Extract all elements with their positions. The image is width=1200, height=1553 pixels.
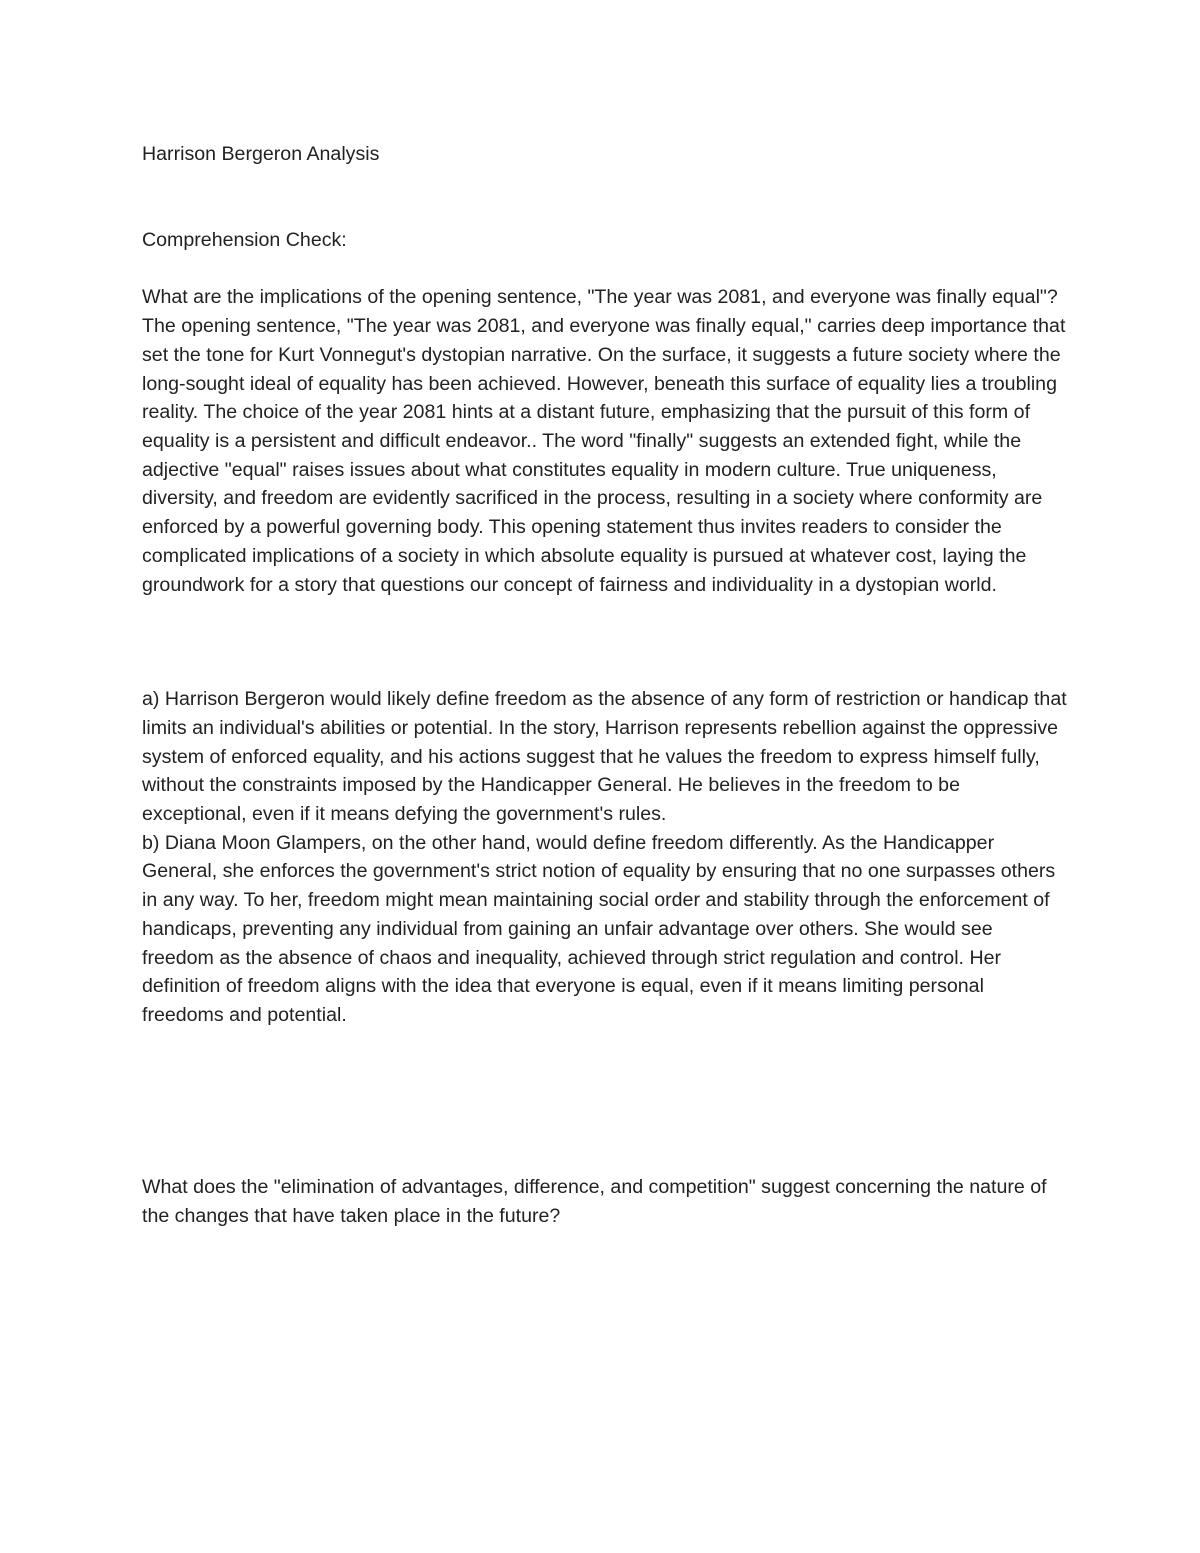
spacer (142, 169, 1067, 226)
spacer (142, 1030, 1067, 1174)
question-opening-sentence: What are the implications of the opening sentence, "The year was 2081, and everyone was finally equal"? (142, 286, 1058, 309)
spacer (142, 255, 1067, 284)
document-body (142, 140, 1067, 1231)
answer-harrison-freedom: a) Harrison Bergeron would likely define freedom as the absence of any form of restriction or handicap that limits an individual's abilities or potential. In the story, Harrison represents rebellion against the oppressive system of enforced equality, and his actions suggest that he values the freedom to express himself fully, without the constraints imposed by the Handicapper General. He believes in the freedom to be exceptional, even if it means defying the government's rules. (142, 688, 1067, 826)
answer-opening-sentence: The opening sentence, "The year was 2081, and everyone was finally equal," carries deep importance that set the tone for Kurt Vonnegut's dystopian narrative. On the surface, it suggests a future society where the long-sought ideal of equality has been achieved. However, beneath this surface of equality lies a troubling reality. The choice of the year 2081 hints at a distant future, emphasizing that the pursuit of this form of equality is a persistent and difficult endeavor.. The word "finally" suggests an extended fight, while the adjective "equal" raises issues about what constitutes equality in modern culture. True uniqueness, diversity, and freedom are evidently sacrificed in the process, resulting in a society where conformity are enforced by a powerful governing body. This opening statement thus invites readers to consider the complicated implications of a society in which absolute equality is pursued at whatever cost, laying the groundwork for a story that questions our concept of fairness and individuality in a dystopian world. (142, 315, 1066, 596)
section-heading: Comprehension Check: (142, 229, 347, 252)
spacer (142, 599, 1067, 685)
answer-diana-freedom: b) Diana Moon Glampers, on the other hand, would define freedom differently. As the Handicapper General, she enforces the government's strict notion of equality by ensuring that no one surpasses others in any way. To her, freedom might mean maintaining social order and stability through the enforcement of handicaps, preventing any individual from gaining an unfair advantage over others. She would see freedom as the absence of chaos and inequality, achieved through strict regulation and control. Her definition of freedom aligns with the idea that everyone is equal, even if it means limiting personal freedoms and potential. (142, 831, 1056, 1026)
question-elimination-of-advantages: What does the "elimination of advantages, difference, and competition" suggest concerning the nature of the changes that have taken place in the future? (142, 1176, 1047, 1227)
document-title: Harrison Bergeron Analysis (142, 143, 380, 165)
